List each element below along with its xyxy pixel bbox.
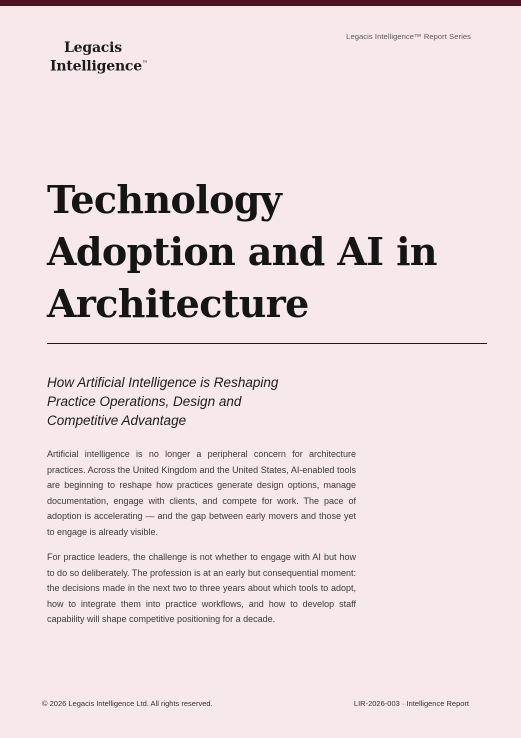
title-line-2: Adoption and AI in [47, 229, 437, 274]
logo-trademark: ™ [141, 60, 148, 67]
intro-paragraph-2: For practice leaders, the challenge is not whether to engage with AI but how to do so deliberately. The profession is at an early but consequential moment: the decisions made in the next two to three years about which tools to adopt, how to integrate them into practice workflows, and how to develop staff capability will shape competitive positioning for a decade. [47, 552, 356, 625]
report-series-label: Legacis Intelligence™ Report Series [346, 32, 471, 41]
title-divider [47, 343, 487, 344]
title-line-1: Technology [47, 177, 282, 222]
page-subtitle [47, 373, 347, 430]
logo-line-1: Legacis [64, 40, 122, 56]
intro-paragraph-1: Artificial intelligence is no longer a peripheral concern for architecture practices. Across the United Kingdom and the United States, AI-enabled tools are beginning to reshape how practices generate design options, manage documentation, engage with clients, and compete for work. The pace of adoption is accelerating — and the gap between early movers and those yet to engage is already visible. [47, 449, 356, 537]
subtitle-line-2: Practice Operations, Design and [47, 394, 242, 409]
top-accent-bar [0, 0, 521, 6]
footer-report-id: LIR-2026-003 · Intelligence Report [353, 699, 469, 708]
logo-line-2 [50, 56, 148, 75]
subtitle-line-1: How Artificial Intelligence is Reshaping [47, 375, 279, 390]
logo-line-2-text: Intelligence [50, 58, 142, 75]
footer-copyright: © 2026 Legacis Intelligence Ltd. All rights reserved. [42, 699, 213, 708]
page-title [47, 174, 487, 330]
title-line-3: Architecture [47, 281, 309, 326]
subtitle-line-3: Competitive Advantage [47, 413, 187, 428]
company-logo [50, 40, 148, 75]
